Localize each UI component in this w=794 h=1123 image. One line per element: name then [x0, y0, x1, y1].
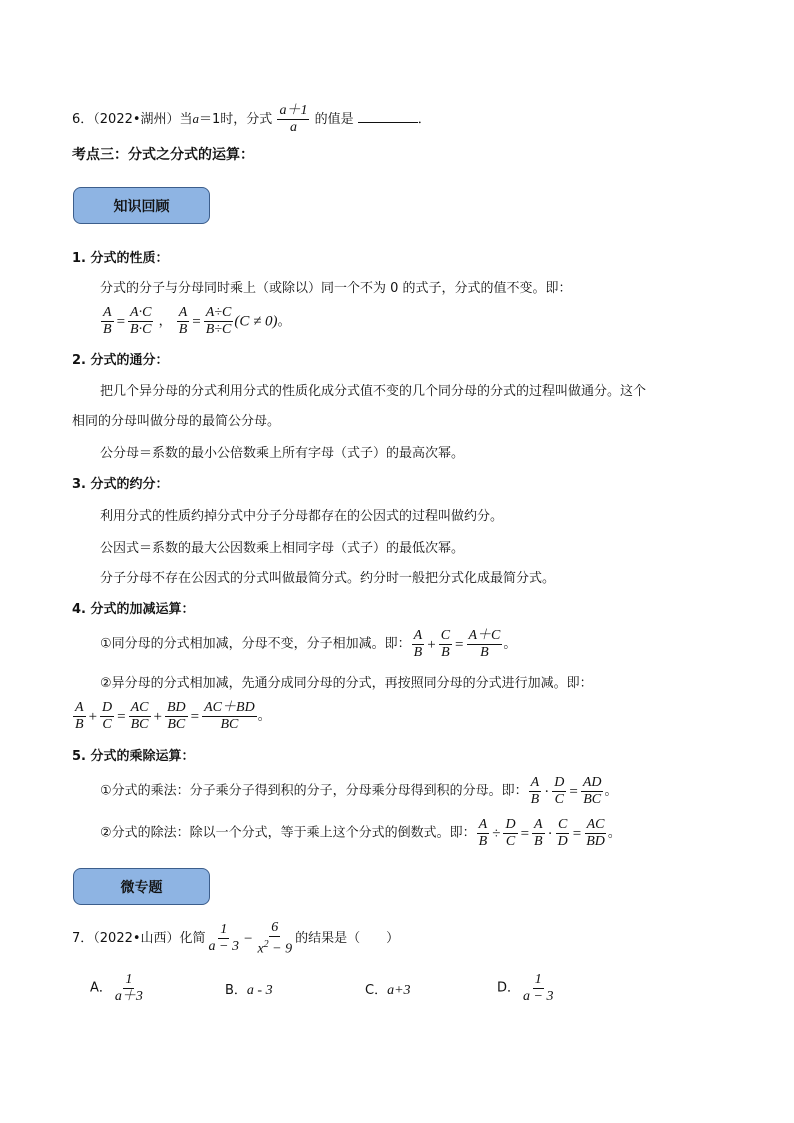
q6-frac-num: a＋1 — [279, 103, 308, 118]
question-7: 7．（2022•山西）化简 $\frac{1}{a - 3}$ − $\frac{6}{x^2 - 9}$ 的结果是（ ） — [72, 920, 400, 957]
frac-den: D — [557, 834, 568, 849]
frac-num: A — [478, 817, 488, 832]
p5-line2: ②分式的除法：除以一个分式，等于乘上这个分式的倒数式。即： — [100, 825, 476, 841]
frac-num: D — [102, 700, 113, 715]
frac-den: C — [102, 717, 112, 732]
end-mark: 。 — [607, 825, 621, 841]
option-b[interactable] — [225, 982, 273, 1000]
frac-num: AC — [586, 817, 605, 832]
frac-den: B — [103, 322, 112, 337]
frac-num: AC＋BD — [204, 700, 255, 715]
q6-frac-den: a — [289, 120, 297, 135]
frac-num: A＋C — [468, 628, 501, 643]
q6-fraction — [277, 103, 309, 136]
p5-line1: ①分式的乘法：分子乘分子得到积的分子，分母乘分母得到积的分母。即： — [100, 783, 528, 799]
p1-formula: $\frac{A}{B}$ = $\frac{A\cdot C}{B\cdot C}$ ， $\frac{A}{B}$ = $\frac{A\div C}{B\div C}$ (C ≠ 0)。 — [103, 305, 291, 337]
p3-line1: 利用分式的性质约掉分式中分子分母都存在的公因式的过程叫做约分。 — [100, 509, 504, 524]
frac-num: C — [558, 817, 568, 832]
frac-den: B — [178, 322, 188, 337]
frac-den: BD — [586, 834, 605, 849]
frac-den-rest: − 9 — [268, 941, 293, 957]
heading-3: 3. 分式的约分： — [72, 477, 169, 492]
frac-den: B·C — [130, 322, 152, 337]
frac-den: a＋3 — [114, 989, 143, 1004]
question-6 — [72, 103, 431, 136]
frac-den: BC — [167, 717, 186, 732]
end-mark: 。 — [277, 314, 291, 329]
q6-eq: ＝1时，分式 — [199, 112, 273, 127]
option-c[interactable] — [365, 982, 411, 1000]
q6-var: a — [192, 111, 200, 126]
frac-den: a − 3 — [523, 989, 554, 1004]
frac-num: AD — [582, 775, 602, 790]
option-text: a+3 — [387, 983, 411, 998]
p2-line1: 把几个异分母的分式利用分式的性质化成分式值不变的几个同分母的分式的过程叫做通分。这个 — [100, 384, 647, 399]
p2-line3: 公分母＝系数的最小公倍数乘上所有字母（式子）的最高次幂。 — [100, 446, 465, 461]
frac-num: 1 — [534, 972, 542, 987]
p1-line: 分式的分子与分母同时乘上（或除以）同一个不为 0 的式子，分式的值不变。即： — [100, 281, 572, 296]
frac-num: D — [554, 775, 565, 790]
p4-formula2: $\frac{A}{B}$ + $\frac{D}{C}$ = $\frac{AC}{BC}$ + $\frac{BD}{BC}$ = $\frac{AC+BD}{BC}$ 。 — [75, 700, 271, 732]
q7-prefix: 7．（2022•山西）化简 — [72, 930, 206, 946]
section-title: 考点三：分式之分式的运算： — [72, 147, 254, 163]
frac-den: B÷C — [205, 322, 232, 337]
badge-mini-topic: 微专题 — [73, 868, 210, 905]
option-label: B． — [225, 983, 247, 998]
condition: (C ≠ 0) — [234, 313, 278, 330]
frac-den-exp: 2 — [263, 939, 269, 950]
end-mark: 。 — [604, 783, 618, 799]
option-a[interactable] — [90, 972, 146, 1005]
q6-end: ． — [417, 112, 431, 127]
frac-den: B — [530, 792, 540, 807]
frac-num: C — [440, 628, 451, 643]
frac-den: BC — [220, 717, 239, 732]
end-mark: 。 — [257, 708, 271, 724]
frac-den-base: x — [257, 941, 264, 957]
frac-num: A·C — [130, 305, 152, 320]
answer-blank — [358, 110, 418, 123]
frac-num: A÷C — [205, 305, 232, 320]
heading-5: 5. 分式的乘除运算： — [72, 749, 195, 764]
option-label: A． — [90, 980, 112, 996]
frac-num: 1 — [220, 922, 228, 938]
frac-num: A — [178, 305, 188, 320]
p4-line1: ①同分母的分式相加减，分母不变，分子相加减。即： — [100, 636, 411, 652]
end-mark: 。 — [503, 636, 517, 652]
frac-num: D — [505, 817, 516, 832]
frac-num: A — [75, 700, 84, 715]
option-label: D． — [497, 980, 521, 996]
frac-num: AC — [130, 700, 149, 715]
frac-den: B — [75, 717, 84, 732]
frac-den: B — [478, 834, 488, 849]
frac-den: BC — [130, 717, 149, 732]
frac-num: 1 — [125, 972, 133, 987]
frac-num: 6 — [271, 920, 279, 935]
heading-1: 1. 分式的性质： — [72, 251, 169, 266]
frac-den: BC — [583, 792, 602, 807]
frac-num: A — [413, 628, 423, 643]
q7-suffix: 的结果是（ ） — [295, 930, 400, 946]
frac-den: C — [554, 792, 564, 807]
p5-row1: ①分式的乘法：分子乘分子得到积的分子，分母乘分母得到积的分母。即： $\frac{A}{B}$ · $\frac{D}{C}$ = $\frac{AD}{BC}$ 。 — [100, 775, 618, 807]
q6-prefix: 6．（2022•湖州）当 — [72, 112, 193, 127]
frac-num: A — [530, 775, 540, 790]
option-text: a - 3 — [246, 983, 273, 998]
frac-den: B — [413, 645, 423, 660]
frac-num: BD — [166, 700, 186, 715]
p2-line2: 相同的分母叫做分母的最简公分母。 — [72, 414, 281, 429]
frac-den: B — [480, 645, 489, 660]
option-d[interactable] — [497, 972, 556, 1005]
p5-row2: ②分式的除法：除以一个分式，等于乘上这个分式的倒数式。即： $\frac{A}{B}$ ÷ $\frac{D}{C}$ = $\frac{A}{B}$ · $\frac{C}{D}$ = $\frac{AC}{BD}$ 。 — [100, 817, 621, 849]
heading-4: 4. 分式的加减运算： — [72, 602, 195, 617]
frac-den: a − 3 — [208, 939, 239, 955]
q6-suffix: 的值是 — [314, 112, 354, 127]
p3-line2: 公因式＝系数的最大公因数乘上相同字母（式子）的最低次幂。 — [100, 541, 465, 556]
frac-den: B — [441, 645, 450, 660]
frac-den: B — [534, 834, 543, 849]
p4-row1: ①同分母的分式相加减，分母不变，分子相加减。即： $\frac{A}{B}$ + $\frac{C}{B}$ = $\frac{A+C}{B}$ 。 — [100, 628, 517, 660]
separator: ， — [158, 314, 172, 329]
frac-num: A — [103, 305, 112, 320]
frac-num: A — [534, 817, 543, 832]
p3-line3: 分子分母不存在公因式的分式叫做最简分式。约分时一般把分式化成最简分式。 — [100, 571, 556, 586]
heading-2: 2. 分式的通分： — [72, 353, 169, 368]
p4-line2: ②异分母的分式相加减，先通分成同分母的分式，再按照同分母的分式进行加减。即： — [100, 676, 593, 691]
badge-knowledge-review: 知识回顾 — [73, 187, 210, 224]
frac-den: C — [505, 834, 516, 849]
option-label: C． — [365, 983, 388, 998]
